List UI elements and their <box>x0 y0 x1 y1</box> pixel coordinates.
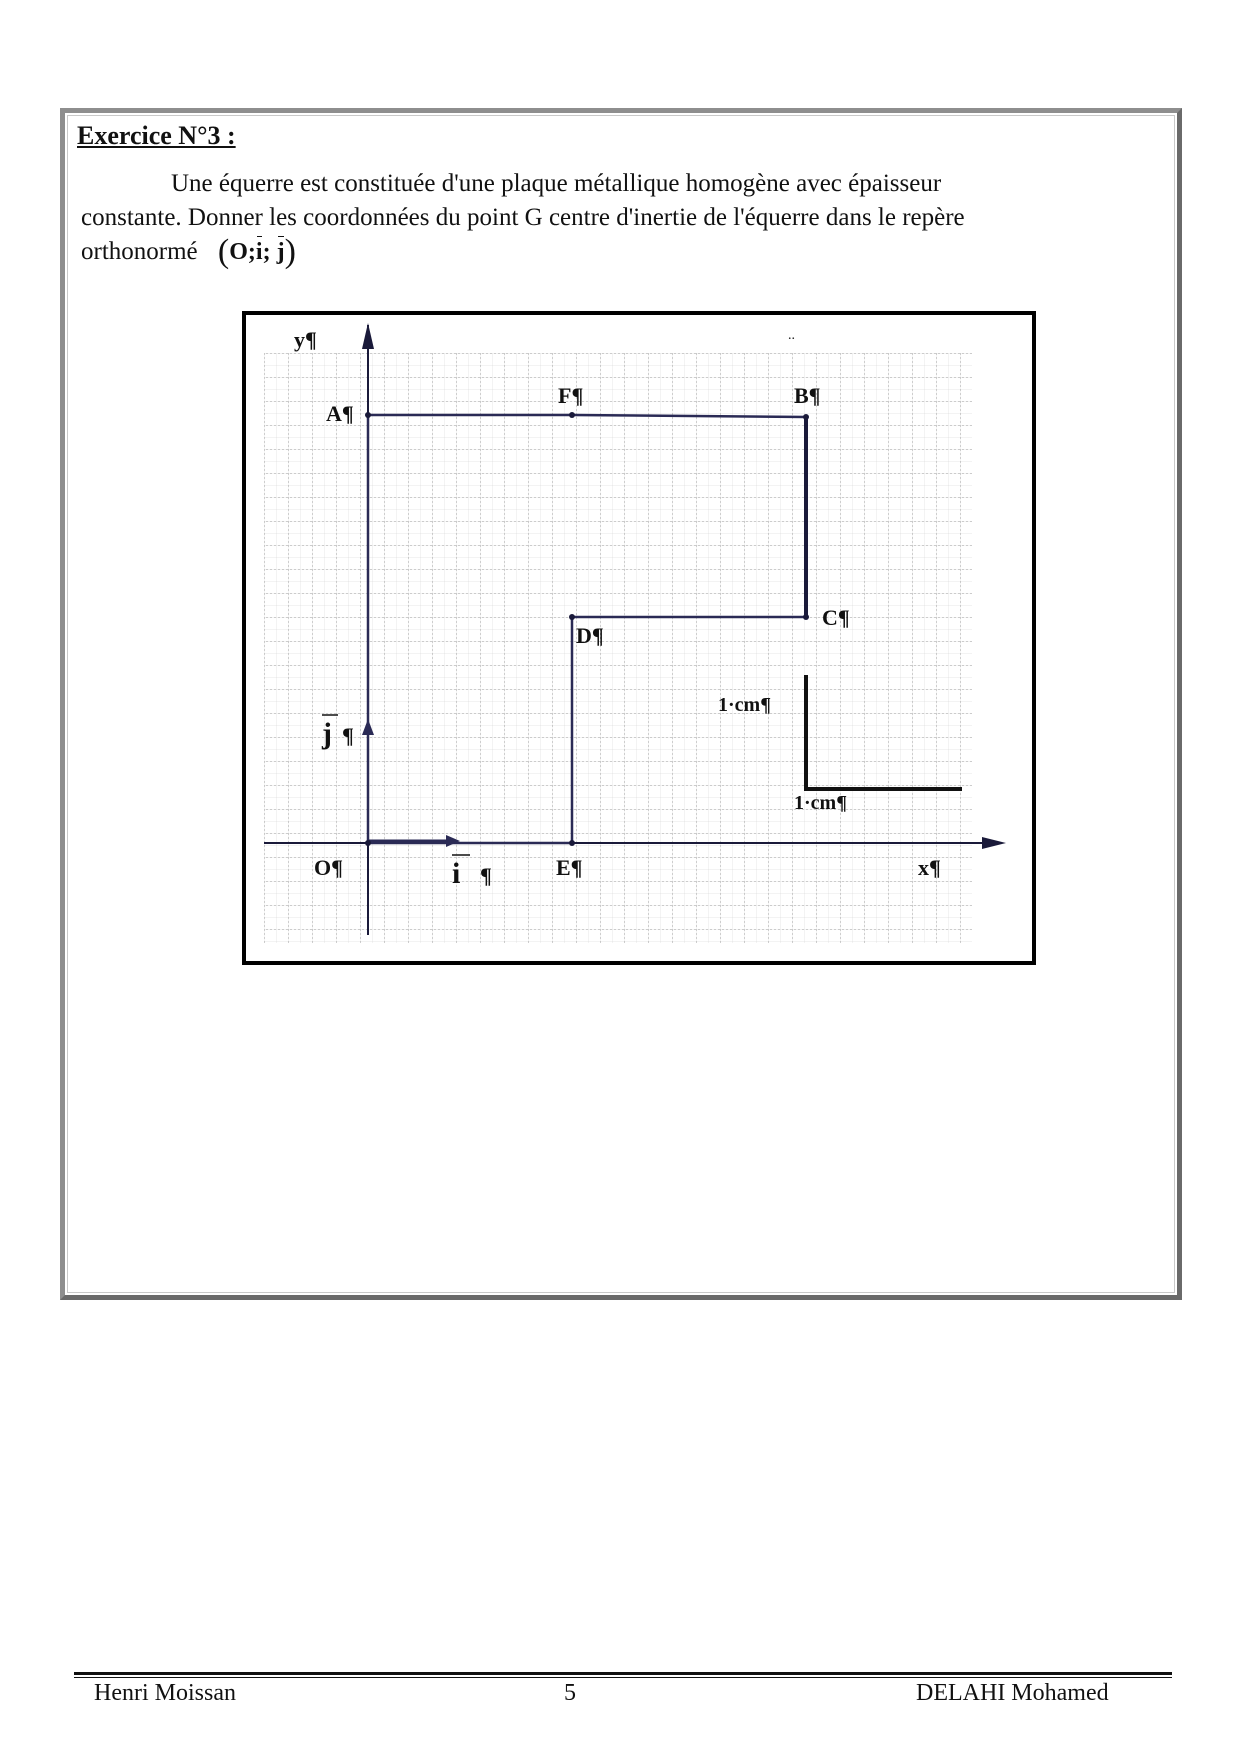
exercise-statement <box>81 167 1161 269</box>
label-A: A¶ <box>326 401 354 426</box>
scale-label-vertical: 1·cm¶ <box>718 694 772 716</box>
scale-label-horizontal: 1·cm¶ <box>794 792 848 814</box>
reference-frame: (O;i; j) <box>217 233 296 270</box>
statement-line-3: orthonormé <box>81 238 198 265</box>
label-C: C¶ <box>822 605 850 630</box>
footer-author: DELAHI Mohamed <box>916 1680 1109 1706</box>
stray-dots: .. <box>788 328 795 343</box>
point-D <box>569 614 575 620</box>
grid <box>264 353 972 943</box>
point-C <box>803 614 809 620</box>
point-B <box>803 414 809 420</box>
point-A <box>365 412 371 418</box>
statement-line-1: Une équerre est constituée d'une plaque métallique homogène avec épaisseur <box>171 170 942 197</box>
footer-rule-thin <box>74 1677 1172 1678</box>
statement-line-2: constante. Donner les coordonnées du point G centre d'inertie de l'équerre dans le repère <box>81 204 965 231</box>
label-x: x¶ <box>918 855 941 880</box>
label-i-pilcrow: ¶ <box>480 863 492 888</box>
vector-j: j <box>277 235 285 269</box>
footer-school: Henri Moissan <box>94 1680 236 1706</box>
footer-page-number: 5 <box>564 1680 576 1706</box>
vector-i: i <box>256 235 263 269</box>
label-E: E¶ <box>556 855 583 880</box>
label-D: D¶ <box>576 623 604 648</box>
point-F <box>569 412 575 418</box>
label-y: y¶ <box>294 327 317 352</box>
label-O: O¶ <box>314 855 343 880</box>
footer-rule <box>74 1672 1172 1675</box>
label-j-pilcrow: ¶ <box>342 723 354 748</box>
label-B: B¶ <box>794 383 821 408</box>
x-axis-arrow <box>982 837 1006 849</box>
square-figure <box>246 315 1032 961</box>
y-axis-arrow <box>362 323 374 349</box>
point-E <box>569 840 575 846</box>
exercise-title: Exercice N°3 : <box>77 121 236 150</box>
label-F: F¶ <box>558 383 584 408</box>
label-i: i <box>452 857 461 890</box>
point-O <box>365 840 371 846</box>
figure-frame <box>242 311 1036 965</box>
label-j: j <box>322 717 332 750</box>
